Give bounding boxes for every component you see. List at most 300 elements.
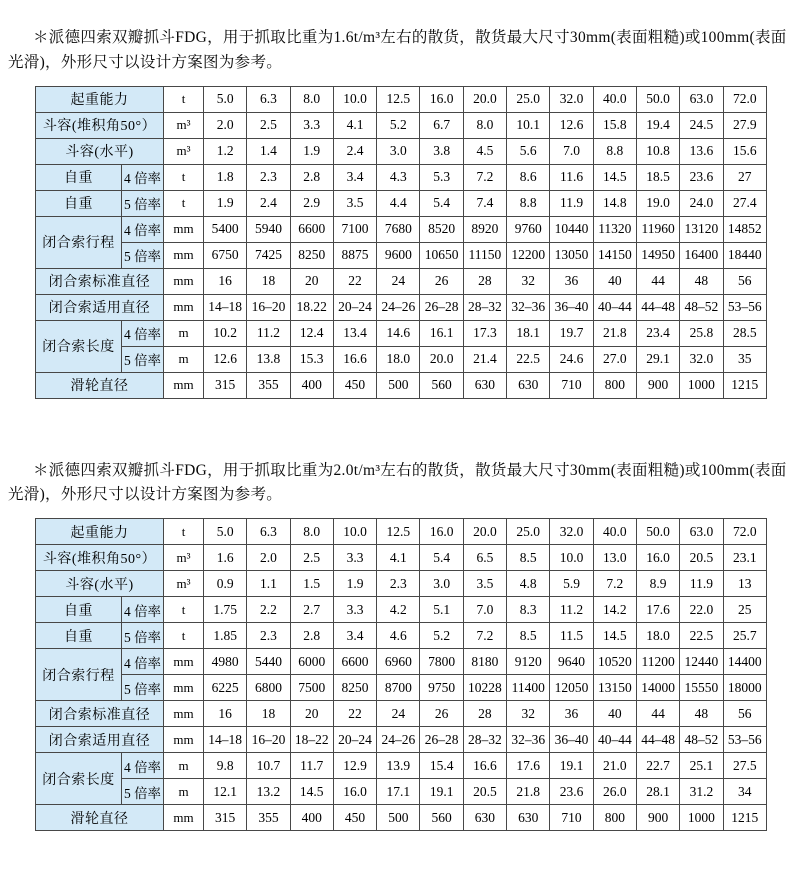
value-cell: 15.6	[723, 138, 766, 164]
value-cell: 44	[636, 268, 679, 294]
row-label: 斗容(水平)	[36, 571, 164, 597]
value-cell: 17.1	[377, 779, 420, 805]
unit-cell: mm	[164, 242, 204, 268]
value-cell: 5.3	[420, 164, 463, 190]
value-cell: 5.6	[507, 138, 550, 164]
row-sub-label: 5 倍率	[122, 675, 164, 701]
value-cell: 25	[723, 597, 766, 623]
value-cell: 36	[550, 268, 593, 294]
value-cell: 3.8	[420, 138, 463, 164]
value-cell: 7.2	[593, 571, 636, 597]
value-cell: 710	[550, 372, 593, 398]
value-cell: 18.1	[507, 320, 550, 346]
value-cell: 355	[247, 372, 290, 398]
value-cell: 20–24	[333, 727, 376, 753]
value-cell: 2.3	[247, 623, 290, 649]
value-cell: 8.9	[636, 571, 679, 597]
value-cell: 8875	[333, 242, 376, 268]
value-cell: 560	[420, 372, 463, 398]
value-cell: 20.5	[463, 779, 506, 805]
value-cell: 18.5	[636, 164, 679, 190]
value-cell: 63.0	[680, 86, 723, 112]
value-cell: 44–48	[636, 294, 679, 320]
value-cell: 22.5	[680, 623, 723, 649]
value-cell: 2.4	[333, 138, 376, 164]
value-cell: 14150	[593, 242, 636, 268]
value-cell: 560	[420, 805, 463, 831]
value-cell: 12200	[507, 242, 550, 268]
value-cell: 26–28	[420, 727, 463, 753]
row-sub-label: 4 倍率	[122, 597, 164, 623]
value-cell: 630	[507, 805, 550, 831]
value-cell: 26	[420, 268, 463, 294]
value-cell: 18	[247, 268, 290, 294]
row-sub-label: 4 倍率	[122, 649, 164, 675]
value-cell: 19.4	[636, 112, 679, 138]
value-cell: 6.7	[420, 112, 463, 138]
value-cell: 9120	[507, 649, 550, 675]
intro-paragraph-2: ＊派德四索双瓣抓斗FDG，用于抓取比重为2.0t/m³左右的散货，散货最大尺寸30mm(表面粗糙)或100mm(表面光滑)，外形尺寸以设计方案图为参考。	[8, 461, 787, 504]
value-cell: 4.2	[377, 597, 420, 623]
value-cell: 9600	[377, 242, 420, 268]
value-cell: 11320	[593, 216, 636, 242]
table-row	[36, 294, 767, 320]
value-cell: 1.85	[204, 623, 247, 649]
value-cell: 8.0	[290, 86, 333, 112]
value-cell: 900	[636, 805, 679, 831]
value-cell: 7800	[420, 649, 463, 675]
table-row	[36, 623, 767, 649]
value-cell: 17.3	[463, 320, 506, 346]
unit-cell: m³	[164, 138, 204, 164]
value-cell: 23.6	[680, 164, 723, 190]
value-cell: 13	[723, 571, 766, 597]
row-label: 自重	[36, 164, 122, 190]
table-row	[36, 164, 767, 190]
unit-cell: m	[164, 346, 204, 372]
value-cell: 20–24	[333, 294, 376, 320]
value-cell: 17.6	[507, 753, 550, 779]
value-cell: 16	[204, 268, 247, 294]
value-cell: 1.9	[333, 571, 376, 597]
value-cell: 22.5	[507, 346, 550, 372]
row-label: 闭合索适用直径	[36, 727, 164, 753]
value-cell: 28–32	[463, 727, 506, 753]
table-row	[36, 320, 767, 346]
value-cell: 450	[333, 372, 376, 398]
value-cell: 25.7	[723, 623, 766, 649]
value-cell: 56	[723, 268, 766, 294]
value-cell: 5940	[247, 216, 290, 242]
value-cell: 16.6	[463, 753, 506, 779]
unit-cell: t	[164, 164, 204, 190]
value-cell: 36–40	[550, 727, 593, 753]
value-cell: 9640	[550, 649, 593, 675]
row-sub-label: 5 倍率	[122, 190, 164, 216]
value-cell: 9750	[420, 675, 463, 701]
value-cell: 4980	[204, 649, 247, 675]
value-cell: 4.1	[333, 112, 376, 138]
row-sub-label: 4 倍率	[122, 753, 164, 779]
value-cell: 32–36	[507, 294, 550, 320]
value-cell: 22.7	[636, 753, 679, 779]
value-cell: 6.5	[463, 545, 506, 571]
value-cell: 5.4	[420, 545, 463, 571]
value-cell: 29.1	[636, 346, 679, 372]
value-cell: 450	[333, 805, 376, 831]
value-cell: 6800	[247, 675, 290, 701]
value-cell: 1.1	[247, 571, 290, 597]
value-cell: 1215	[723, 805, 766, 831]
row-label: 自重	[36, 190, 122, 216]
row-label: 斗容(堆积角50°）	[36, 545, 164, 571]
value-cell: 3.0	[377, 138, 420, 164]
unit-cell: mm	[164, 701, 204, 727]
table-row	[36, 190, 767, 216]
value-cell: 4.6	[377, 623, 420, 649]
value-cell: 16–20	[247, 294, 290, 320]
row-label: 闭合索标准直径	[36, 701, 164, 727]
table-row	[36, 805, 767, 831]
value-cell: 4.8	[507, 571, 550, 597]
value-cell: 5.0	[204, 86, 247, 112]
value-cell: 12.6	[204, 346, 247, 372]
value-cell: 19.0	[636, 190, 679, 216]
table-row	[36, 519, 767, 545]
row-label: 闭合索适用直径	[36, 294, 164, 320]
value-cell: 34	[723, 779, 766, 805]
value-cell: 2.2	[247, 597, 290, 623]
value-cell: 13.8	[247, 346, 290, 372]
value-cell: 11.6	[550, 164, 593, 190]
row-label: 自重	[36, 597, 122, 623]
value-cell: 1.4	[247, 138, 290, 164]
value-cell: 63.0	[680, 519, 723, 545]
row-label: 斗容(水平)	[36, 138, 164, 164]
value-cell: 19.7	[550, 320, 593, 346]
value-cell: 14950	[636, 242, 679, 268]
value-cell: 40–44	[593, 727, 636, 753]
value-cell: 20	[290, 268, 333, 294]
unit-cell: m	[164, 779, 204, 805]
value-cell: 6.3	[247, 519, 290, 545]
unit-cell: t	[164, 597, 204, 623]
value-cell: 20.0	[463, 86, 506, 112]
value-cell: 2.8	[290, 623, 333, 649]
value-cell: 2.9	[290, 190, 333, 216]
value-cell: 25.0	[507, 519, 550, 545]
value-cell: 3.3	[333, 597, 376, 623]
value-cell: 3.5	[333, 190, 376, 216]
row-label: 滑轮直径	[36, 805, 164, 831]
value-cell: 1215	[723, 372, 766, 398]
value-cell: 36–40	[550, 294, 593, 320]
unit-cell: mm	[164, 805, 204, 831]
row-sub-label: 4 倍率	[122, 164, 164, 190]
value-cell: 8250	[290, 242, 333, 268]
value-cell: 3.4	[333, 623, 376, 649]
spec-table-1-body	[36, 86, 767, 398]
value-cell: 315	[204, 372, 247, 398]
value-cell: 12.4	[290, 320, 333, 346]
value-cell: 11.7	[290, 753, 333, 779]
value-cell: 16.0	[420, 519, 463, 545]
value-cell: 11150	[463, 242, 506, 268]
value-cell: 21.4	[463, 346, 506, 372]
value-cell: 10.2	[204, 320, 247, 346]
value-cell: 28.1	[636, 779, 679, 805]
value-cell: 12.5	[377, 519, 420, 545]
value-cell: 21.8	[593, 320, 636, 346]
value-cell: 10.0	[550, 545, 593, 571]
value-cell: 20.0	[463, 519, 506, 545]
value-cell: 2.5	[247, 112, 290, 138]
value-cell: 1.9	[290, 138, 333, 164]
unit-cell: m	[164, 320, 204, 346]
value-cell: 8250	[333, 675, 376, 701]
value-cell: 32	[507, 701, 550, 727]
value-cell: 8.5	[507, 623, 550, 649]
unit-cell: mm	[164, 294, 204, 320]
value-cell: 53–56	[723, 727, 766, 753]
value-cell: 24–26	[377, 727, 420, 753]
value-cell: 10.7	[247, 753, 290, 779]
value-cell: 14.5	[593, 164, 636, 190]
value-cell: 40.0	[593, 86, 636, 112]
value-cell: 10.0	[333, 86, 376, 112]
value-cell: 13.4	[333, 320, 376, 346]
value-cell: 48–52	[680, 294, 723, 320]
value-cell: 16.0	[333, 779, 376, 805]
value-cell: 19.1	[550, 753, 593, 779]
row-sub-label: 5 倍率	[122, 779, 164, 805]
value-cell: 800	[593, 805, 636, 831]
value-cell: 5.9	[550, 571, 593, 597]
value-cell: 40	[593, 268, 636, 294]
value-cell: 44	[636, 701, 679, 727]
row-sub-label: 4 倍率	[122, 216, 164, 242]
value-cell: 5.2	[377, 112, 420, 138]
value-cell: 25.0	[507, 86, 550, 112]
spec-table-1	[35, 86, 767, 399]
value-cell: 48	[680, 701, 723, 727]
value-cell: 26.0	[593, 779, 636, 805]
table-row	[36, 727, 767, 753]
unit-cell: mm	[164, 268, 204, 294]
value-cell: 27.5	[723, 753, 766, 779]
table-row	[36, 268, 767, 294]
value-cell: 630	[463, 372, 506, 398]
value-cell: 630	[463, 805, 506, 831]
row-label: 闭合索行程	[36, 649, 122, 701]
value-cell: 10228	[463, 675, 506, 701]
row-sub-label: 4 倍率	[122, 320, 164, 346]
value-cell: 6.3	[247, 86, 290, 112]
value-cell: 56	[723, 701, 766, 727]
table-row	[36, 597, 767, 623]
value-cell: 7425	[247, 242, 290, 268]
value-cell: 15.4	[420, 753, 463, 779]
value-cell: 8.5	[507, 545, 550, 571]
value-cell: 24.0	[680, 190, 723, 216]
value-cell: 7500	[290, 675, 333, 701]
value-cell: 10650	[420, 242, 463, 268]
value-cell: 14000	[636, 675, 679, 701]
value-cell: 400	[290, 805, 333, 831]
value-cell: 72.0	[723, 86, 766, 112]
value-cell: 3.4	[333, 164, 376, 190]
value-cell: 4.5	[463, 138, 506, 164]
value-cell: 22	[333, 268, 376, 294]
value-cell: 40.0	[593, 519, 636, 545]
value-cell: 0.9	[204, 571, 247, 597]
value-cell: 25.8	[680, 320, 723, 346]
row-label: 滑轮直径	[36, 372, 164, 398]
row-label: 斗容(堆积角50°）	[36, 112, 164, 138]
value-cell: 21.8	[507, 779, 550, 805]
value-cell: 14–18	[204, 727, 247, 753]
spec-table-2	[35, 518, 767, 831]
value-cell: 15550	[680, 675, 723, 701]
value-cell: 40	[593, 701, 636, 727]
value-cell: 1.9	[204, 190, 247, 216]
value-cell: 2.8	[290, 164, 333, 190]
value-cell: 8.8	[593, 138, 636, 164]
value-cell: 800	[593, 372, 636, 398]
value-cell: 27.4	[723, 190, 766, 216]
value-cell: 11.9	[550, 190, 593, 216]
row-sub-label: 5 倍率	[122, 242, 164, 268]
value-cell: 16–20	[247, 727, 290, 753]
value-cell: 5.2	[420, 623, 463, 649]
value-cell: 6000	[290, 649, 333, 675]
row-label: 自重	[36, 623, 122, 649]
value-cell: 50.0	[636, 86, 679, 112]
value-cell: 18–22	[290, 727, 333, 753]
table-row	[36, 112, 767, 138]
value-cell: 32.0	[680, 346, 723, 372]
value-cell: 1.75	[204, 597, 247, 623]
value-cell: 5.0	[204, 519, 247, 545]
table-row	[36, 372, 767, 398]
value-cell: 6600	[333, 649, 376, 675]
value-cell: 8.8	[507, 190, 550, 216]
value-cell: 48–52	[680, 727, 723, 753]
value-cell: 5400	[204, 216, 247, 242]
value-cell: 13.9	[377, 753, 420, 779]
unit-cell: mm	[164, 727, 204, 753]
table-row	[36, 138, 767, 164]
value-cell: 14.2	[593, 597, 636, 623]
value-cell: 8.3	[507, 597, 550, 623]
row-label: 闭合索行程	[36, 216, 122, 268]
value-cell: 16.6	[333, 346, 376, 372]
value-cell: 2.0	[204, 112, 247, 138]
value-cell: 13.2	[247, 779, 290, 805]
table-row	[36, 545, 767, 571]
unit-cell: t	[164, 190, 204, 216]
value-cell: 16.1	[420, 320, 463, 346]
value-cell: 1.8	[204, 164, 247, 190]
unit-cell: m	[164, 753, 204, 779]
value-cell: 7100	[333, 216, 376, 242]
value-cell: 1.2	[204, 138, 247, 164]
value-cell: 26	[420, 701, 463, 727]
value-cell: 13150	[593, 675, 636, 701]
value-cell: 22	[333, 701, 376, 727]
value-cell: 14400	[723, 649, 766, 675]
section-fdg-1.6	[8, 26, 792, 399]
value-cell: 36	[550, 701, 593, 727]
value-cell: 12050	[550, 675, 593, 701]
value-cell: 14852	[723, 216, 766, 242]
value-cell: 18440	[723, 242, 766, 268]
value-cell: 14.5	[593, 623, 636, 649]
value-cell: 20.5	[680, 545, 723, 571]
value-cell: 17.6	[636, 597, 679, 623]
value-cell: 8180	[463, 649, 506, 675]
value-cell: 10.0	[333, 519, 376, 545]
unit-cell: mm	[164, 675, 204, 701]
value-cell: 50.0	[636, 519, 679, 545]
value-cell: 27.0	[593, 346, 636, 372]
value-cell: 2.3	[377, 571, 420, 597]
value-cell: 10440	[550, 216, 593, 242]
row-label: 闭合索长度	[36, 320, 122, 372]
value-cell: 4.4	[377, 190, 420, 216]
value-cell: 11960	[636, 216, 679, 242]
value-cell: 24.5	[680, 112, 723, 138]
value-cell: 5.1	[420, 597, 463, 623]
table-row	[36, 216, 767, 242]
row-label: 闭合索标准直径	[36, 268, 164, 294]
value-cell: 27.9	[723, 112, 766, 138]
value-cell: 20	[290, 701, 333, 727]
unit-cell: t	[164, 623, 204, 649]
table-row	[36, 779, 767, 805]
value-cell: 18.0	[636, 623, 679, 649]
value-cell: 28.5	[723, 320, 766, 346]
value-cell: 12440	[680, 649, 723, 675]
table-row	[36, 346, 767, 372]
value-cell: 500	[377, 372, 420, 398]
value-cell: 6960	[377, 649, 420, 675]
value-cell: 400	[290, 372, 333, 398]
value-cell: 15.3	[290, 346, 333, 372]
value-cell: 14.5	[290, 779, 333, 805]
value-cell: 2.4	[247, 190, 290, 216]
value-cell: 11.2	[247, 320, 290, 346]
value-cell: 72.0	[723, 519, 766, 545]
value-cell: 23.1	[723, 545, 766, 571]
value-cell: 7.0	[550, 138, 593, 164]
value-cell: 710	[550, 805, 593, 831]
value-cell: 53–56	[723, 294, 766, 320]
value-cell: 24	[377, 701, 420, 727]
unit-cell: m³	[164, 112, 204, 138]
value-cell: 6750	[204, 242, 247, 268]
value-cell: 21.0	[593, 753, 636, 779]
value-cell: 2.5	[290, 545, 333, 571]
unit-cell: t	[164, 519, 204, 545]
unit-cell: mm	[164, 372, 204, 398]
row-label: 起重能力	[36, 86, 164, 112]
value-cell: 2.0	[247, 545, 290, 571]
value-cell: 10520	[593, 649, 636, 675]
value-cell: 7.4	[463, 190, 506, 216]
value-cell: 18.0	[377, 346, 420, 372]
value-cell: 16.0	[420, 86, 463, 112]
